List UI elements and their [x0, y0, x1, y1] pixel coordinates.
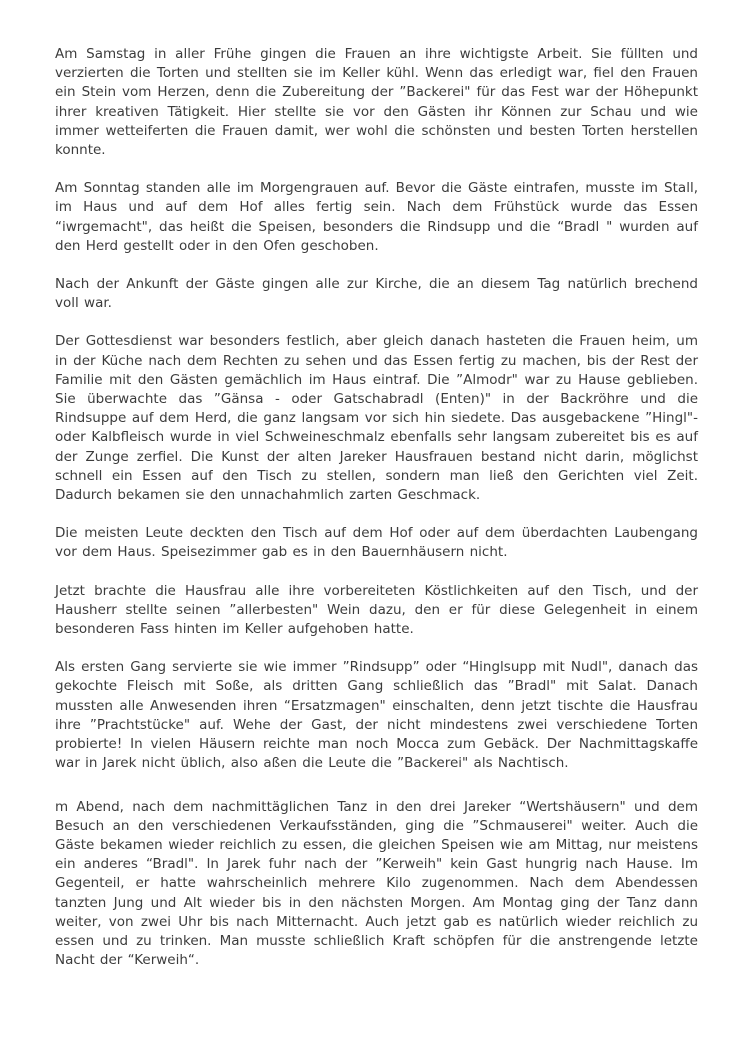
- paragraph-hausfrau: Jetzt brachte die Hausfrau alle ihre vorbereiteten Köstlichkeiten auf den Tisch, und der Hausherr stellte seinen ”allerbesten" Wein dazu, den er für diese Gelegenheit in einem besonderen Fass hinten im Keller aufgehoben hatte.: [55, 582, 698, 638]
- paragraph-samstag: Am Samstag in aller Frühe gingen die Frauen an ihre wichtigste Arbeit. Sie füllten und verzierten die Torten und stellten sie im Keller kühl. Wenn das erledigt war, fiel den Frauen ein Stein vom Herzen, denn die Zubereitung der ”Backerei" für das Fest war der Höhepunkt ihrer kreativen Tätigkeit. Hier stellte sie vor den Gästen ihr Können zur Schau und wie immer wetteiferten die Frauen damit, wer wohl die schönsten und besten Torten herstellen konnte.: [55, 46, 698, 159]
- paragraph-gaenge: Als ersten Gang servierte sie wie immer ”Rindsupp” oder “Hinglsupp mit Nudl", danach das gekochte Fleisch mit Soße, als dritten Gang schließlich das ”Bradl" mit Salat. Danach mussten alle Anwesenden ihren “Ersatzmagen" einschalten, denn jetzt tischte die Hausfrau ihre ”Prachtstücke" auf. Wehe der Gast, der nicht mindestens zwei verschiedene Torten probierte! In vielen Häusern reichte man noch Mocca zum Gebäck. Der Nachmittagskaffe war in Jarek nicht üblich, also aßen die Leute die ”Backerei" als Nachtisch.: [55, 659, 698, 772]
- paragraph-kirche: Nach der Ankunft der Gäste gingen alle zur Kirche, die an diesem Tag natürlich brechend voll war.: [55, 276, 698, 312]
- paragraph-sonntag: Am Sonntag standen alle im Morgengrauen auf. Bevor die Gäste eintrafen, musste im Stall, im Haus und auf dem Hof alles fertig sein. Nach dem Frühstück wurde das Essen “iwrgemacht", das heißt die Speisen, besonders die Rindsupp und die “Bradl " wurden auf den Herd gestellt oder in den Ofen geschoben.: [55, 180, 698, 254]
- paragraph-abend: m Abend, nach dem nachmittäglichen Tanz in den drei Jareker “Wertshäusern" und dem Besuch an den verschiedenen Verkaufsständen, ging die ”Schmauserei" weiter. Auch die Gäste bekamen wieder reichlich zu essen, die gleichen Speisen wie am Mittag, nur meistens ein anderes “Bradl". In Jarek fuhr nach der ”Kerweih" kein Gast hungrig nach Hause. Im Gegenteil, er hatte wahrscheinlich mehrere Kilo zugenommen. Nach dem Abendessen tanzten Jung und Alt wieder bis in den nächsten Morgen. Am Montag ging der Tanz dann weiter, von zwei Uhr bis nach Mitternacht. Auch jetzt gab es natürlich wieder reichlich zu essen und zu trinken. Man musste schließlich Kraft schöpfen für die anstrengende letzte Nacht der “Kerweih“.: [55, 798, 698, 969]
- paragraph-gottesdienst: Der Gottesdienst war besonders festlich, aber gleich danach hasteten die Frauen heim, um in der Küche nach dem Rechten zu sehen und das Essen fertig zu machen, bis der Rest der Familie mit den Gästen gemächlich im Haus eintraf. Die ”Almodr" war zu Hause geblieben. Sie überwachte das ”Gänsa - oder Gatschabradl (Enten)" in der Backröhre und die Rindsuppe auf dem Herd, die ganz langsam vor sich hin siedete. Das ausgebackene ”Hingl"- oder Kalbfleisch wurde in viel Schweineschmalz ebenfalls sehr langsam zubereitet bis es auf der Zunge zerfiel. Die Kunst der alten Jareker Hausfrauen bestand nicht darin, möglichst schnell ein Essen auf den Tisch zu stellen, sondern man ließ den Gerichten viel Zeit. Dadurch bekamen sie den unnachahmlich zarten Geschmack.: [55, 333, 698, 504]
- paragraph-tischdecken: Die meisten Leute deckten den Tisch auf dem Hof oder auf dem überdachten Laubengang vor dem Haus. Speisezimmer gab es in den Bauernhäusern nicht.: [55, 525, 698, 561]
- document-body: [55, 45, 698, 970]
